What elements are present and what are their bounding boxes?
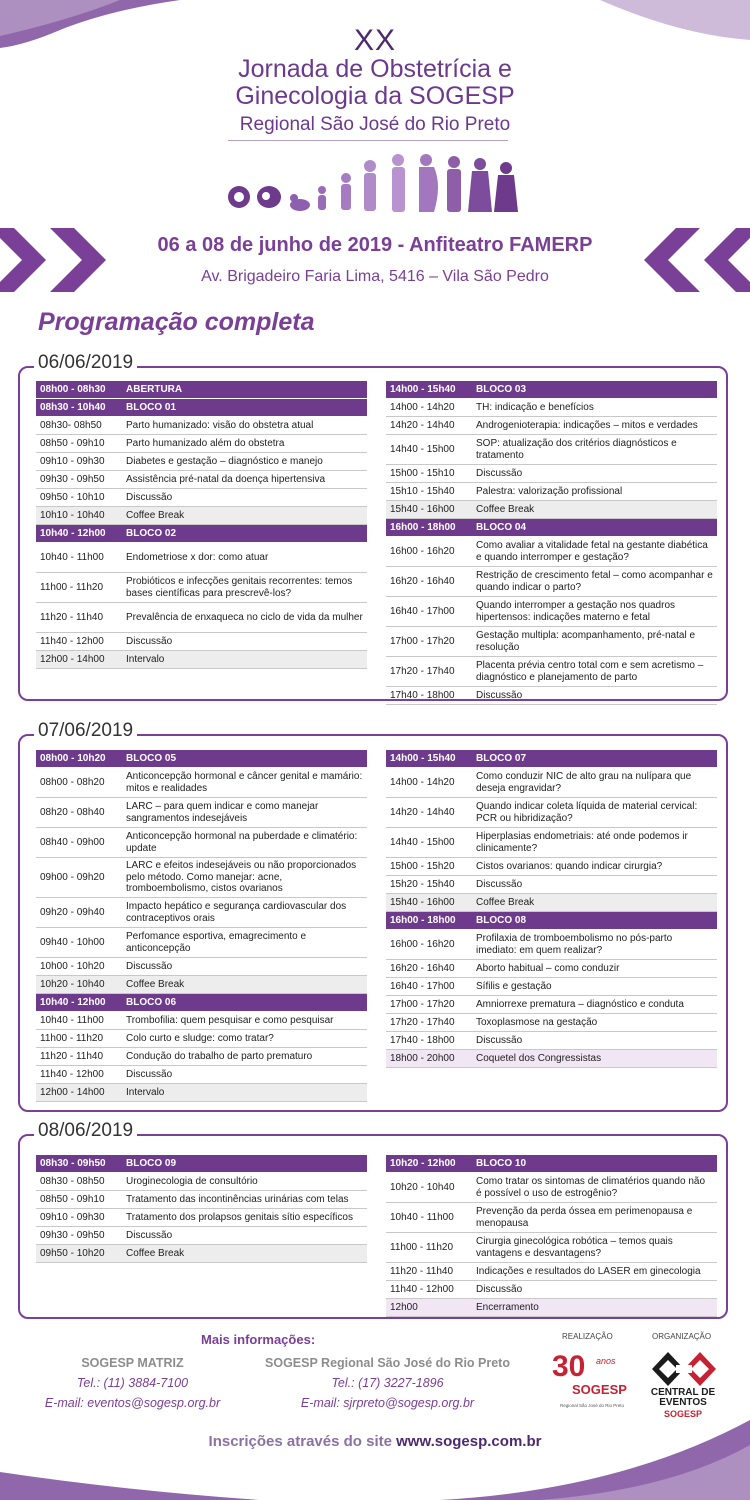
schedule-row	[386, 567, 717, 597]
session-title: BLOCO 04	[476, 521, 527, 533]
session-title: Coffee Break	[476, 503, 535, 515]
logo-sogesp: SOGESP	[572, 1382, 627, 1397]
session-title: Tratamento dos prolapsos genitais sítio específicos	[126, 1211, 353, 1223]
schedule-row	[36, 453, 367, 471]
session-title: Uroginecologia de consultório	[126, 1175, 258, 1187]
session-time: 11h00 - 11h20	[40, 1032, 104, 1044]
session-title: Como tratar os sintomas de climatérios quando não é possível o uso de estrogênio?	[476, 1176, 706, 1199]
schedule-row	[386, 597, 717, 627]
session-title: Como avaliar a vitalidade fetal na gestante diabética e quando interromper e gestação?	[476, 540, 708, 563]
central-eventos-emblem-icon	[652, 1352, 716, 1386]
central-eventos-logo	[648, 1352, 718, 1422]
schedule-row	[386, 1032, 717, 1050]
session-title: Palestra: valorização profissional	[476, 485, 623, 497]
schedule-row	[36, 573, 367, 603]
day-label: 06/06/2019	[34, 352, 137, 374]
schedule-col-right	[386, 381, 717, 705]
session-time: 09h30 - 09h50	[40, 1229, 105, 1241]
session-time: 14h20 - 14h40	[390, 419, 455, 431]
day-box-3	[18, 1120, 728, 1319]
session-time: 10h20 - 10h40	[390, 1181, 455, 1193]
schedule-block-header	[36, 381, 367, 399]
schedule-row	[36, 603, 367, 633]
session-title: BLOCO 07	[476, 752, 527, 764]
session-time: 09h10 - 09h30	[40, 1211, 105, 1223]
matriz-email[interactable]: E-mail: eventos@sogesp.org.br	[44, 1396, 221, 1410]
schedule-block-header	[36, 994, 367, 1012]
corner-swoosh-bottom-left	[0, 1460, 260, 1500]
session-time: 17h00 - 17h20	[390, 635, 455, 647]
session-time: 11h00 - 11h20	[40, 581, 104, 593]
session-time: 08h00 - 08h30	[40, 383, 106, 395]
schedule-block-header	[36, 750, 367, 768]
schedule-row	[36, 471, 367, 489]
session-time: 09h10 - 09h30	[40, 455, 105, 467]
schedule-row	[386, 627, 717, 657]
schedule-row	[386, 798, 717, 828]
session-title: Colo curto e sludge: como tratar?	[126, 1032, 274, 1044]
session-time: 15h40 - 16h00	[390, 503, 455, 515]
session-title: Condução do trabalho de parto prematuro	[126, 1050, 313, 1062]
session-time: 17h20 - 17h40	[390, 665, 455, 677]
session-time: 09h00 - 09h20	[40, 871, 105, 883]
session-time: 10h10 - 10h40	[40, 509, 105, 521]
schedule-row	[386, 465, 717, 483]
session-title: Intervalo	[126, 1086, 165, 1098]
session-time: 10h20 - 12h00	[390, 1157, 456, 1169]
session-title: Profilaxia de tromboembolismo no pós-parto imediato: em quem realizar?	[476, 933, 673, 956]
session-title: Coquetel dos Congressistas	[476, 1052, 602, 1064]
schedule-block-header	[386, 750, 717, 768]
session-time: 14h00 - 14h20	[390, 401, 455, 413]
schedule-row	[386, 1233, 717, 1263]
schedule-break-row	[36, 1084, 367, 1102]
title-line-1: Jornada de Obstetrícia e	[238, 55, 512, 83]
session-time: 16h40 - 17h00	[390, 605, 455, 617]
session-title: Discussão	[126, 635, 173, 647]
session-time: 14h40 - 15h00	[390, 836, 455, 848]
schedule-break-row	[386, 501, 717, 519]
session-time: 15h00 - 15h10	[390, 467, 455, 479]
session-time: 15h00 - 15h20	[390, 860, 455, 872]
day-box-1	[18, 352, 728, 701]
session-title: Impacto hepático e segurança cardiovascular dos contraceptivos orais	[126, 901, 347, 924]
session-time: 10h40 - 11h00	[390, 1211, 454, 1223]
day-label: 07/06/2019	[34, 720, 137, 742]
session-title: Quando indicar coleta líquida de material cervical: PCR ou hibridização?	[476, 801, 698, 824]
session-title: ABERTURA	[126, 383, 183, 395]
schedule-row	[386, 435, 717, 465]
schedule-row	[36, 928, 367, 958]
schedule-row	[36, 958, 367, 976]
session-time: 15h10 - 15h40	[390, 485, 455, 497]
session-time: 16h20 - 16h40	[390, 962, 455, 974]
schedule-col-right	[386, 750, 717, 1068]
session-title: Quando interromper a gestação nos quadros hipertensos: indicações materno e fetal	[476, 600, 676, 623]
session-time: 08h30 - 09h50	[40, 1157, 106, 1169]
session-title: BLOCO 09	[126, 1157, 177, 1169]
session-time: 08h50 - 09h10	[40, 437, 105, 449]
schedule-col-left	[36, 381, 367, 669]
schedule-row	[36, 768, 367, 798]
schedule-row	[36, 417, 367, 435]
session-title: Intervalo	[126, 653, 165, 665]
logo-30: 30	[552, 1350, 586, 1383]
session-title: Coffee Break	[126, 509, 185, 521]
session-title: Discussão	[126, 960, 173, 972]
session-time: 12h00	[390, 1301, 418, 1313]
schedule-row	[36, 1227, 367, 1245]
session-time: 10h40 - 12h00	[40, 996, 106, 1008]
schedule-row	[36, 1173, 367, 1191]
schedule-row	[386, 858, 717, 876]
session-title: Indicações e resultados do LASER em ginecologia	[476, 1265, 701, 1277]
session-time: 18h00 - 20h00	[390, 1052, 455, 1064]
session-time: 16h40 - 17h00	[390, 980, 455, 992]
corner-swoosh-bottom-right	[420, 1420, 750, 1500]
schedule-break-row	[36, 976, 367, 994]
session-title: Prevenção da perda óssea em perimenopausa e menopausa	[476, 1206, 693, 1229]
session-title: Perfomance esportiva, emagrecimento e anticoncepção	[126, 931, 307, 954]
session-title: Discussão	[476, 689, 523, 701]
edition-numeral: XX	[353, 24, 397, 57]
schedule-row	[36, 435, 367, 453]
sogesp-30-logo	[550, 1352, 625, 1414]
session-title: LARC – para quem indicar e como manejar sangramentos indesejáveis	[126, 801, 319, 824]
session-title: Encerramento	[476, 1301, 539, 1313]
session-title: SOP: atualização dos critérios diagnósticos e tratamento	[476, 438, 677, 461]
schedule-break-row	[36, 651, 367, 669]
session-time: 08h20 - 08h40	[40, 806, 105, 818]
schedule-row	[386, 1299, 717, 1317]
session-title: Aborto habitual – como conduzir	[476, 962, 620, 974]
session-time: 09h50 - 10h20	[40, 1247, 105, 1259]
session-title: Tratamento das incontinências urinárias com telas	[126, 1193, 349, 1205]
session-title: Endometriose x dor: como atuar	[126, 551, 269, 563]
session-title: Hiperplasias endometriais: até onde podemos ir clinicamente?	[476, 831, 688, 854]
session-time: 08h40 - 09h00	[40, 836, 105, 848]
session-title: Prevalência de enxaqueca no ciclo de vida da mulher	[126, 611, 363, 623]
session-time: 09h50 - 10h10	[40, 491, 105, 503]
session-time: 08h30 - 08h50	[40, 1175, 105, 1187]
session-time: 17h00 - 17h20	[390, 998, 455, 1010]
session-title: Parto humanizado além do obstetra	[126, 437, 285, 449]
schedule-col-left	[36, 1155, 367, 1263]
session-title: Amniorrexe prematura – diagnóstico e conduta	[476, 998, 684, 1010]
session-time: 14h00 - 15h40	[390, 752, 456, 764]
regional-name: SOGESP Regional São José do Rio Preto	[265, 1356, 510, 1370]
session-title: Discussão	[126, 1229, 173, 1241]
schedule-row	[36, 1048, 367, 1066]
signup-url-link[interactable]: www.sogesp.com.br	[396, 1433, 542, 1450]
session-title: Coffee Break	[126, 1247, 185, 1259]
session-title: Probióticos e infecções genitais recorrentes: temos bases científicas para prescrevê-los?	[126, 576, 353, 599]
central-eventos-brand: SOGESP	[663, 1409, 702, 1419]
session-title: LARC e efeitos indesejáveis ou não proporcionados pelo método. Como manejar: acne, tromboembolismo, cistos ovarianos	[126, 860, 357, 895]
session-title: BLOCO 08	[476, 914, 527, 926]
schedule-row	[386, 417, 717, 435]
schedule-row	[36, 1066, 367, 1084]
session-time: 15h40 - 16h00	[390, 896, 455, 908]
session-time: 10h40 - 11h00	[40, 1014, 104, 1026]
session-time: 12h00 - 14h00	[40, 653, 105, 665]
session-time: 08h00 - 08h20	[40, 776, 105, 788]
session-time: 08h00 - 10h20	[40, 752, 106, 764]
schedule-row	[386, 687, 717, 705]
session-time: 11h20 - 11h40	[40, 611, 104, 623]
session-time: 14h00 - 15h40	[390, 383, 456, 395]
session-title: Parto humanizado: visão do obstetra atual	[126, 419, 314, 431]
session-time: 17h40 - 18h00	[390, 689, 455, 701]
session-title: Assistência pré-natal da doença hipertensiva	[126, 473, 326, 485]
session-time: 11h40 - 12h00	[40, 635, 104, 647]
schedule-row	[386, 978, 717, 996]
session-time: 14h00 - 14h20	[390, 776, 455, 788]
session-time: 16h00 - 16h20	[390, 545, 455, 557]
schedule-break-row	[36, 1245, 367, 1263]
schedule-row	[36, 1030, 367, 1048]
session-title: Trombofilia: quem pesquisar e como pesquisar	[126, 1014, 334, 1026]
logo-anos: anos	[596, 1356, 616, 1366]
schedule-row	[386, 1203, 717, 1233]
schedule-row	[386, 1173, 717, 1203]
session-title: Anticoncepção hormonal e câncer genital e mamário: mitos e realidades	[126, 771, 363, 794]
session-title: Restrição de crescimento fetal – como acompanhar e quando indicar o parto?	[476, 570, 713, 593]
matriz-name: SOGESP MATRIZ	[81, 1356, 184, 1370]
session-title: Discussão	[476, 1034, 523, 1046]
session-time: 16h00 - 18h00	[390, 914, 456, 926]
schedule-block-header	[386, 381, 717, 399]
schedule-row	[36, 898, 367, 928]
session-title: Anticoncepção hormonal na puberdade e climatério: update	[126, 831, 358, 854]
session-title: BLOCO 02	[126, 527, 177, 539]
session-title: Toxoplasmose na gestação	[476, 1016, 598, 1028]
session-title: Cistos ovarianos: quando indicar cirurgia?	[476, 860, 663, 872]
title-line-3: Regional São José do Rio Preto	[239, 114, 511, 135]
session-title: Discussão	[126, 1068, 173, 1080]
realizacao-label: REALIZAÇÃO	[562, 1332, 613, 1341]
session-title: Sífilis e gestação	[476, 980, 552, 992]
logo-regional: Regional São José do Rio Preto	[560, 1403, 625, 1408]
regional-email[interactable]: E-mail: sjrpreto@sogesp.org.br	[300, 1396, 475, 1410]
session-title: Discussão	[476, 878, 523, 890]
session-title: Gestação multipla: acompanhamento, pré-natal e resolução	[476, 630, 696, 653]
session-time: 09h30 - 09h50	[40, 473, 105, 485]
session-time: 15h20 - 15h40	[390, 878, 455, 890]
schedule-row	[386, 1263, 717, 1281]
session-title: Androgenioterapia: indicações – mitos e verdades	[476, 419, 698, 431]
session-time: 08h30 - 10h40	[40, 401, 106, 413]
session-title: TH: indicação e benefícios	[476, 401, 594, 413]
session-title: Discussão	[126, 491, 173, 503]
session-title: Discussão	[476, 1283, 523, 1295]
session-time: 11h40 - 12h00	[40, 1068, 104, 1080]
schedule-break-row	[36, 507, 367, 525]
schedule-row	[386, 657, 717, 687]
event-address: Av. Brigadeiro Faria Lima, 5416 – Vila São Pedro	[201, 268, 549, 285]
schedule-row	[386, 876, 717, 894]
session-time: 09h40 - 10h00	[40, 936, 105, 948]
schedule-row	[36, 828, 367, 858]
schedule-row	[386, 1050, 717, 1068]
schedule-row	[386, 537, 717, 567]
day-box-2	[18, 720, 728, 1112]
schedule-row	[36, 633, 367, 651]
session-time: 10h20 - 10h40	[40, 978, 105, 990]
session-time: 10h40 - 12h00	[40, 527, 106, 539]
schedule-row	[36, 858, 367, 898]
schedule-col-right	[386, 1155, 717, 1317]
schedule-block-header	[386, 519, 717, 537]
schedule-block-header	[36, 399, 367, 417]
event-date-venue: 06 a 08 de junho de 2019 - Anfiteatro FAMERP	[157, 234, 593, 256]
schedule-row	[386, 828, 717, 858]
session-time: 08h30- 08h50	[40, 419, 102, 431]
session-title: Coffee Break	[126, 978, 185, 990]
schedule-row	[386, 768, 717, 798]
schedule-row	[36, 1191, 367, 1209]
session-time: 11h40 - 12h00	[390, 1283, 454, 1295]
day-label: 08/06/2019	[34, 1120, 137, 1142]
schedule-row	[386, 930, 717, 960]
session-time: 16h00 - 18h00	[390, 521, 456, 533]
matriz-phone[interactable]: Tel.: (11) 3884-7100	[76, 1376, 189, 1390]
session-title: Cirurgia ginecológica robótica – temos quais vantagens e desvantagens?	[476, 1236, 673, 1259]
schedule-row	[386, 960, 717, 978]
session-title: Diabetes e gestação – diagnóstico e manejo	[126, 455, 323, 467]
program-title: Programação completa	[38, 308, 315, 336]
session-title: BLOCO 06	[126, 996, 177, 1008]
regional-phone[interactable]: Tel.: (17) 3227-1896	[331, 1376, 444, 1390]
session-time: 17h20 - 17h40	[390, 1016, 455, 1028]
session-time: 08h50 - 09h10	[40, 1193, 105, 1205]
session-time: 11h20 - 11h40	[40, 1050, 104, 1062]
title-line-2: Ginecologia da SOGESP	[235, 82, 515, 110]
session-title: BLOCO 03	[476, 383, 527, 395]
session-title: BLOCO 05	[126, 752, 177, 764]
session-time: 12h00 - 14h00	[40, 1086, 105, 1098]
session-time: 11h00 - 11h20	[390, 1241, 454, 1253]
session-title: Placenta prévia centro total com e sem acretismo – diagnóstico e planejamento de parto	[476, 660, 704, 683]
schedule-row	[36, 489, 367, 507]
schedule-row	[36, 543, 367, 573]
life-stages-illustration	[222, 150, 522, 220]
title-divider	[228, 140, 508, 141]
schedule-row	[386, 996, 717, 1014]
schedule-row	[386, 399, 717, 417]
session-time: 10h00 - 10h20	[40, 960, 105, 972]
session-title: BLOCO 01	[126, 401, 177, 413]
schedule-col-left	[36, 750, 367, 1102]
schedule-block-header	[36, 1155, 367, 1173]
session-time: 14h20 - 14h40	[390, 806, 455, 818]
signup-line	[0, 1433, 750, 1450]
organizacao-label: ORGANIZAÇÃO	[652, 1332, 712, 1341]
session-time: 09h20 - 09h40	[40, 906, 105, 918]
schedule-row	[36, 1012, 367, 1030]
schedule-block-header	[36, 525, 367, 543]
schedule-row	[386, 1281, 717, 1299]
schedule-block-header	[386, 1155, 717, 1173]
session-time: 11h20 - 11h40	[390, 1265, 454, 1277]
session-title: BLOCO 10	[476, 1157, 527, 1169]
schedule-row	[386, 483, 717, 501]
schedule-row	[36, 1209, 367, 1227]
session-time: 17h40 - 18h00	[390, 1034, 455, 1046]
session-title: Discussão	[476, 467, 523, 479]
session-title: Como conduzir NIC de alto grau na nulípara que deseja engravidar?	[476, 771, 692, 794]
session-time: 16h00 - 16h20	[390, 938, 455, 950]
session-time: 16h20 - 16h40	[390, 575, 455, 587]
session-title: Coffee Break	[476, 896, 535, 908]
schedule-break-row	[386, 894, 717, 912]
schedule-block-header	[386, 912, 717, 930]
more-info-heading: Mais informações:	[201, 1332, 316, 1347]
schedule-row	[36, 798, 367, 828]
session-time: 14h40 - 15h00	[390, 443, 455, 455]
signup-text: Inscrições através do site	[208, 1433, 392, 1450]
schedule-row	[386, 1014, 717, 1032]
session-time: 10h40 - 11h00	[40, 551, 104, 563]
central-eventos-text: CENTRAL DE EVENTOS	[650, 1387, 716, 1408]
